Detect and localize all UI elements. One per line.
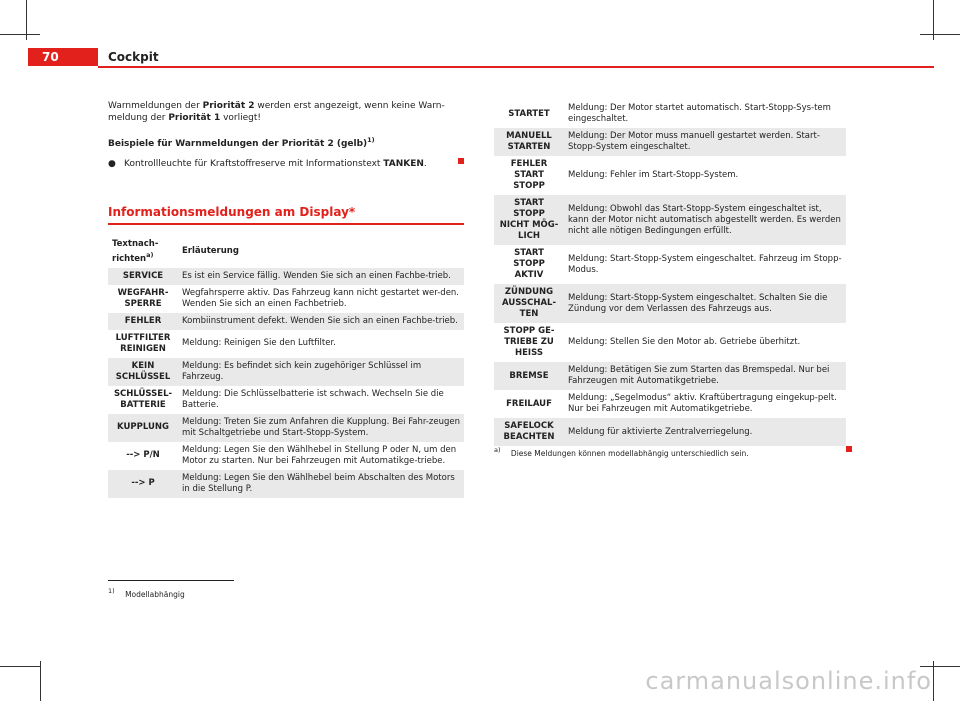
priority-note-text: Warnmeldungen der <box>108 101 203 111</box>
priority-2-label: Priorität 2 <box>202 101 255 111</box>
message-code: START STOPP NICHT MÖG-LICH <box>494 195 564 245</box>
table-footnote <box>494 446 934 458</box>
column-header <box>108 236 178 268</box>
list-item <box>108 158 464 170</box>
message-code: WEGFAHR-SPERRE <box>117 287 169 309</box>
message-description: Meldung: Der Motor muss manuell gestartet werden. Start-Stopp-System eingeschaltet. <box>564 128 846 156</box>
message-code: BREMSE <box>494 362 564 390</box>
message-code: --> P/N <box>126 450 160 461</box>
message-code: KEIN SCHLÜSSEL <box>108 358 178 386</box>
table-row <box>494 418 846 446</box>
message-code: SERVICE <box>108 268 178 285</box>
footnote-ref: 1) <box>367 136 375 144</box>
intro-block <box>108 100 464 170</box>
message-code: STARTET <box>508 108 550 119</box>
examples-heading-text: Beispiele für Warnmeldungen der Priorität 2 (gelb) <box>108 139 368 149</box>
message-code: FREILAUF <box>506 398 552 409</box>
message-description: Meldung: Start-Stopp-System eingeschaltet. Schalten Sie die Zündung vor dem Verlassen des Fahrzeugs aus. <box>564 284 846 323</box>
footnote-text: Diese Meldungen können modellabhängig unterschiedlich sein. <box>510 448 749 458</box>
table-row <box>108 442 464 470</box>
message-code: MANUELL STARTEN <box>494 128 564 156</box>
message-description: Wegfahrsperre aktiv. Das Fahrzeug kann nicht gestartet wer-den. Wenden Sie sich an einen Fachbetrieb. <box>182 287 460 309</box>
priority-note <box>108 100 464 124</box>
message-description: Meldung: Legen Sie den Wählhebel in Stellung P oder N, um den Motor zu starten. Nur bei Fahrzeugen mit Automatikge-triebe. <box>182 444 457 466</box>
page-title: Cockpit <box>108 50 159 64</box>
table-row <box>494 284 846 323</box>
examples-heading <box>108 134 464 150</box>
header-rule <box>98 66 934 68</box>
bullet-icon: ● <box>108 159 116 169</box>
message-code: SAFELOCK BEACHTEN <box>494 418 564 446</box>
crop-mark <box>0 34 40 35</box>
message-description: Meldung: Obwohl das Start-Stopp-System eingeschaltet ist, kann der Motor nicht automatisch abgestellt werden. Es werden nicht alle nötigen Bedingungen erfüllt. <box>564 195 846 245</box>
column-header: Erläuterung <box>182 246 239 257</box>
message-description: Meldung: Stellen Sie den Motor ab. Getriebe überhitzt. <box>568 337 801 347</box>
table-row <box>108 313 464 330</box>
footnote-mark: a) <box>494 446 501 454</box>
crop-mark <box>933 661 934 701</box>
bullet-text: Kontrollleuchte für Kraftstoffreserve mit Informationstext <box>124 159 384 169</box>
message-description: Meldung: Der Motor startet automatisch. Start-Stopp-Sys-tem eingeschaltet. <box>568 103 831 124</box>
message-code: STOPP GE-TRIEBE ZU HEISS <box>503 326 555 358</box>
message-description: Kombiinstrument defekt. Wenden Sie sich an einen Fachbe-trieb. <box>178 313 464 330</box>
message-code: FEHLER START STOPP <box>510 159 548 191</box>
message-description: Es ist ein Service fällig. Wenden Sie sich an einen Fachbe-trieb. <box>178 268 464 285</box>
crop-mark <box>933 0 934 40</box>
footnote-ref: a) <box>146 251 154 259</box>
column-header-text: Textnach-richten <box>112 239 159 264</box>
message-description: Meldung: Treten Sie zum Anfahren die Kupplung. Bei Fahr-zeugen mit Schaltgetriebe und Start-Stopp-System. <box>178 414 464 442</box>
table-row <box>108 330 464 358</box>
message-code: START STOPP AKTIV <box>513 248 545 280</box>
message-description: Meldung: Legen Sie den Wählhebel beim Abschalten des Motors in die Stellung P. <box>178 470 464 498</box>
table-row <box>108 268 464 285</box>
table-row <box>494 390 846 418</box>
table-row <box>494 100 846 128</box>
table-row <box>494 245 846 284</box>
message-description: Meldung: Betätigen Sie zum Starten das Bremspedal. Nur bei Fahrzeugen mit Automatikgetriebe. <box>564 362 846 390</box>
message-description: Meldung: Es befindet sich kein zugehöriger Schlüssel im Fahrzeug. <box>178 358 464 386</box>
priority-note-text: werden erst angezeigt, wenn keine Warn-meldung der <box>108 101 445 123</box>
message-code: LUFTFILTER REINIGEN <box>115 332 171 354</box>
message-code: FEHLER <box>108 313 178 330</box>
table-row <box>494 156 846 195</box>
crop-mark <box>26 0 27 40</box>
message-description: Meldung: Reinigen Sie den Luftfilter. <box>182 338 336 349</box>
table-row <box>108 285 464 313</box>
messages-table-left <box>108 236 464 498</box>
display-code: TANKEN <box>383 159 424 169</box>
message-description: Meldung: Die Schlüsselbatterie ist schwach. Wechseln Sie die Batterie. <box>182 388 444 410</box>
message-description: Meldung: Start-Stopp-System eingeschaltet. Fahrzeug im Stopp-Modus. <box>568 253 842 275</box>
message-code: SCHLÜSSEL-BATTERIE <box>113 388 173 410</box>
message-description: Meldung: „Segelmodus“ aktiv. Kraftübertragung eingekup-pelt. Nur bei Fahrzeugen mit Automatikgetriebe. <box>568 393 837 414</box>
crop-mark <box>0 666 40 667</box>
section-title: Informationsmeldungen am Display* <box>108 205 464 225</box>
bullet-text: . <box>423 159 427 169</box>
table-row <box>494 195 846 245</box>
table-header-row <box>108 236 464 268</box>
page-number: 70 <box>28 48 98 66</box>
watermark: carmanualsonline.info <box>645 667 932 695</box>
message-code: ZÜNDUNG AUSSCHAL-TEN <box>494 284 564 323</box>
footnote-rule <box>108 580 234 581</box>
footnote-mark: 1) <box>108 587 115 595</box>
section-end-icon <box>846 446 852 452</box>
footnote-text: Modellabhängig <box>125 589 185 599</box>
crop-mark <box>920 34 960 35</box>
message-description: Meldung für aktivierte Zentralverriegelung. <box>564 418 846 446</box>
table-row <box>108 358 464 386</box>
page-footnote <box>108 580 234 599</box>
crop-mark <box>40 661 41 701</box>
priority-note-text: vorliegt! <box>220 113 261 123</box>
message-code: --> P <box>108 470 178 498</box>
list-item-text <box>124 158 427 170</box>
table-row <box>494 362 846 390</box>
message-code: KUPPLUNG <box>108 414 178 442</box>
table-row <box>494 323 846 362</box>
section-end-icon <box>458 158 464 164</box>
table-row <box>108 414 464 442</box>
message-description: Meldung: Fehler im Start-Stopp-System. <box>568 170 739 180</box>
table-row <box>494 128 846 156</box>
messages-table-right <box>494 100 846 446</box>
table-row <box>108 386 464 414</box>
priority-1-label: Priorität 1 <box>168 113 221 123</box>
table-row <box>108 470 464 498</box>
